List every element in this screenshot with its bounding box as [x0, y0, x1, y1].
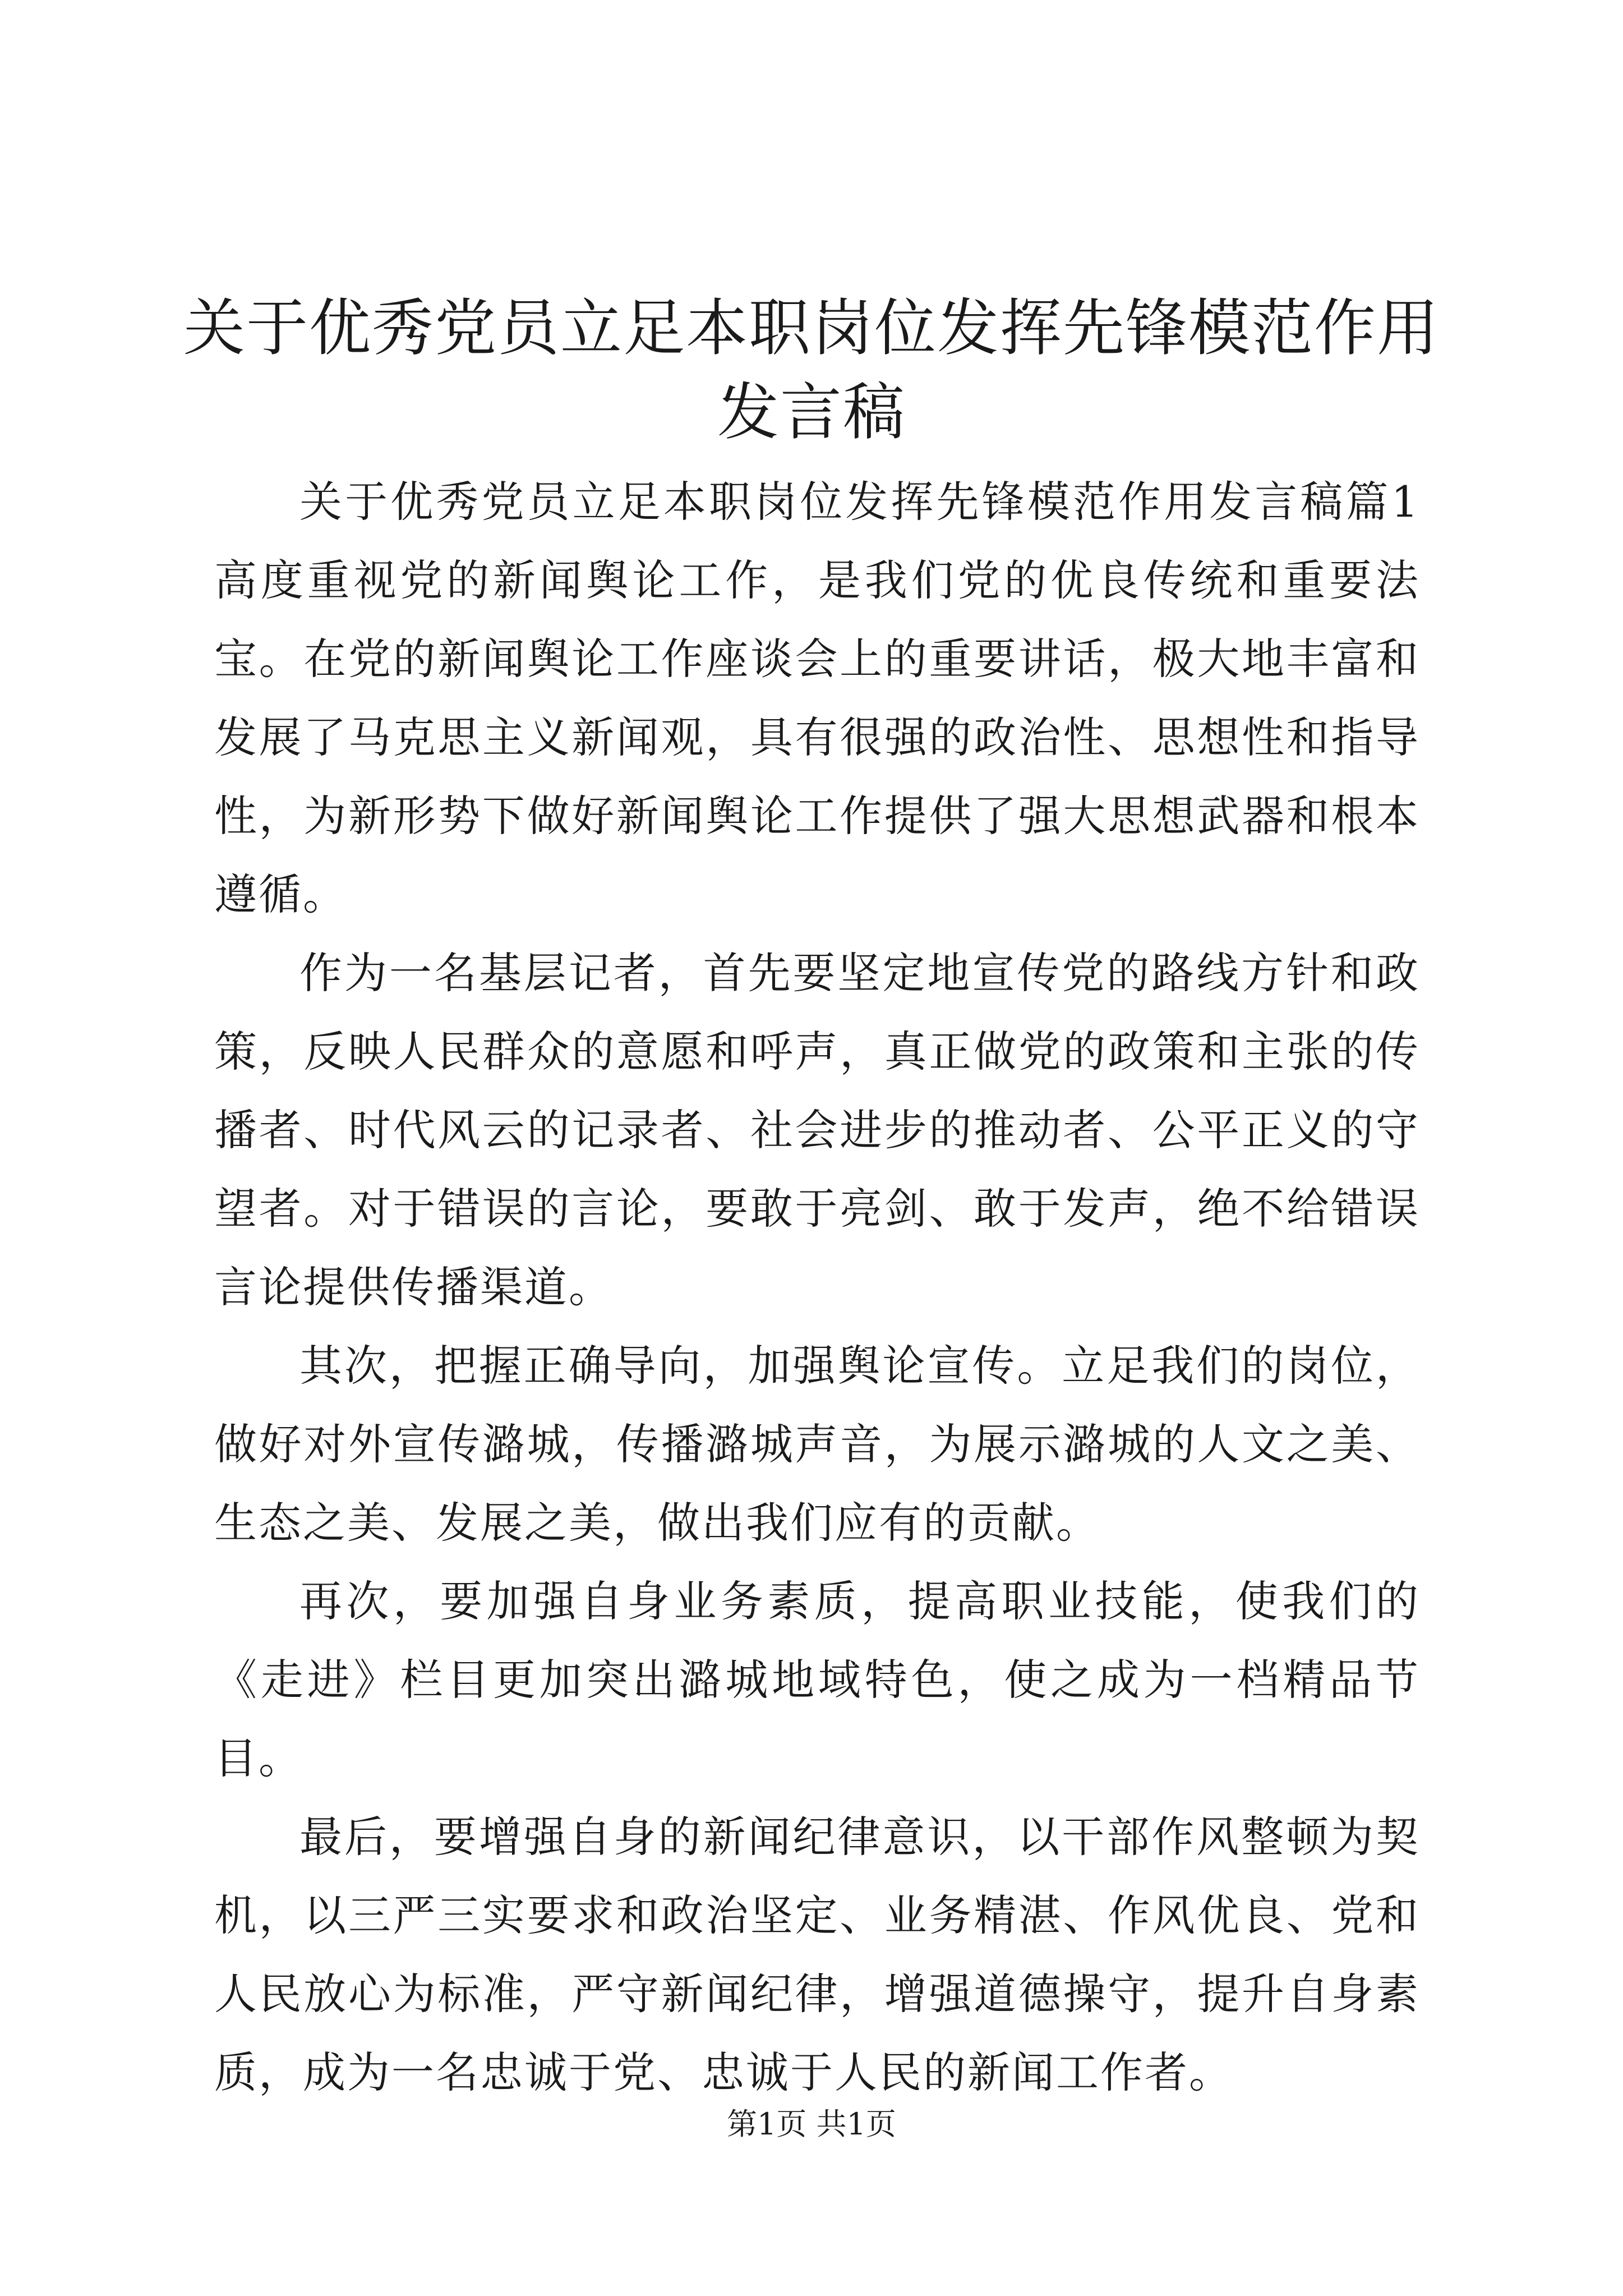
paragraph-4: 再次，要加强自身业务素质，提高职业技能，使我们的《走进》栏目更加突出潞城地域特色，使之成为一档精品节目。 — [214, 1576, 1420, 1783]
document-body — [214, 463, 1420, 2112]
paragraph-2: 作为一名基层记者，首先要坚定地宣传党的路线方针和政策，反映人民群众的意愿和呼声，真正做党的政策和主张的传播者、时代风云的记录者、社会进步的推动者、公平正义的守望者。对于错误的言论，要敢于亮剑、敢于发声，绝不给错误言论提供传播渠道。 — [214, 948, 1420, 1312]
paragraph-1: 关于优秀党员立足本职岗位发挥先锋模范作用发言稿篇1高度重视党的新闻舆论工作，是我们党的优良传统和重要法宝。在党的新闻舆论工作座谈会上的重要讲话，极大地丰富和发展了马克思主义新闻观，具有很强的政治性、思想性和指导性，为新形势下做好新闻舆论工作提供了强大思想武器和根本遵循。 — [214, 477, 1420, 919]
paragraph-5: 最后，要增强自身的新闻纪律意识，以干部作风整顿为契机，以三严三实要求和政治坚定、业务精湛、作风优良、党和人民放心为标准，严守新闻纪律，增强道德操守，提升自身素质，成为一名忠诚于党、忠诚于人民的新闻工作者。 — [214, 1812, 1420, 2097]
page-footer: 第1页 共1页 — [727, 2106, 896, 2142]
document-title: 关于优秀党员立足本职岗位发挥先锋模范作用发言稿 — [183, 292, 1440, 448]
paragraph-3: 其次，把握正确导向，加强舆论宣传。立足我们的岗位，做好对外宣传潞城，传播潞城声音，为展示潞城的人文之美、生态之美、发展之美，做出我们应有的贡献。 — [214, 1341, 1420, 1548]
